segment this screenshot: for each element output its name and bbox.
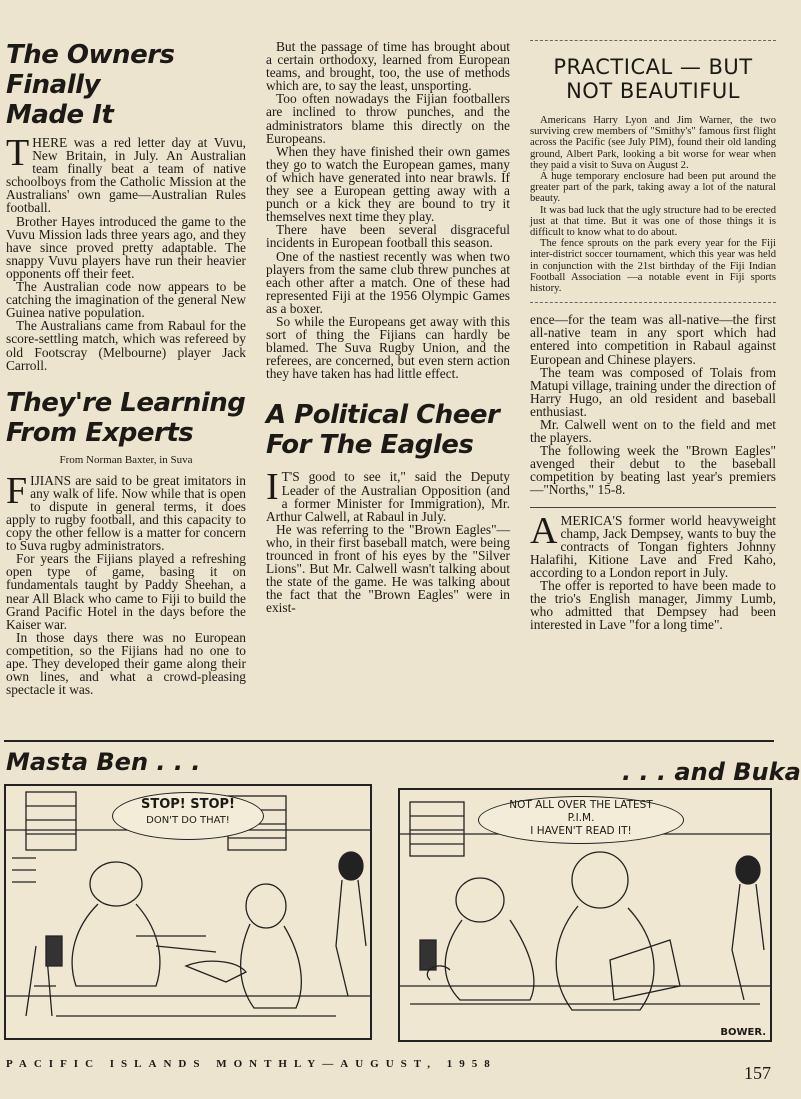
- article-paragraph: The Australian code now appears to be catching the imagination of the general New Guinea native population.: [6, 279, 246, 321]
- box-paragraph: A huge temporary enclosure had been put around the greater part of the park, taking away a lot of the natural beauty.: [530, 171, 776, 205]
- practical-title: PRACTICAL — BUT NOT BEAUTIFUL: [553, 55, 753, 103]
- article-paragraph: The Australians came from Rabaul for the score-settling match, which was refereed by old Footscray (Melbourne) player Jack Carroll.: [6, 318, 246, 373]
- box-paragraph: It was bad luck that the ugly structure had to be erected just at that time. But it was one of those things it is difficult to know what to do about.: [530, 204, 776, 239]
- article-paragraph: But the passage of time has brought about a certain orthodoxy, learned from European teams, and brought, too, the use of methods which are, to say the least, unsporting.: [266, 39, 510, 94]
- article-paragraph: He was referring to the "Brown Eagles"—who, in their first baseball match, were being trounced in front of his eyes by the "Silver Lions". But Mr. Calwell wasn't talking about the state of the game. He was talking about the fact that the "Brown Eagles" were in exist-: [266, 521, 510, 616]
- article-paragraph: There have been several disgraceful incidents in European football this season.: [266, 222, 510, 251]
- column-middle: [266, 40, 510, 614]
- article-paragraph: IJIANS are said to be great imitators in any walk of life. Now while that is open to dispute in general terms, it does apply to rugby football, and this capacity to copy the other fellow is a matter for concern to Suva rugby administrators.: [6, 472, 246, 554]
- cartoon-title-right: . . . and Buka: [622, 758, 801, 786]
- section-divider: [4, 740, 774, 742]
- cartoon-panel-left: [4, 784, 372, 1040]
- page-number: 157: [744, 1063, 771, 1083]
- cartoon-title-left: Masta Ben . . .: [6, 748, 201, 776]
- footer-masthead: PACIFIC ISLANDS MONTHLY—AUGUST, 1958: [6, 1058, 497, 1070]
- column-right: [530, 40, 776, 631]
- article-paragraph: HERE was a red letter day at Vuvu, New Britain, in July. An Australian team finally beat a team of native schoolboys from the Catholic Mission at the Australians' own game—Australian Rules football.: [6, 135, 246, 216]
- dropcap-i: I: [266, 466, 279, 509]
- article-paragraph: So while the Europeans get away with this sort of thing the Fijians can hardly be blamed. The Suva Rugby Union, and the referees, are concerned, but even stern action they have taken has had little effect.: [266, 313, 510, 382]
- practical-box: [530, 40, 776, 303]
- article-paragraph: MERICA'S former world heavyweight champ, Jack Dempsey, wants to buy the contracts of Tongan fighters Johnny Halafihi, Kitione Lave and Fred Kaho, according to a London report in July.: [530, 512, 776, 580]
- dropcap-f: F: [6, 469, 28, 512]
- dropcap-a: A: [530, 509, 558, 552]
- article-paragraph: The team was composed of Tolais from Matupi village, training under the direction of Harry Hugo, an old resident and baseball enthusiast.: [530, 364, 776, 419]
- headline-learning: They're Learning From Experts: [6, 387, 246, 448]
- box-paragraph: The fence sprouts on the park every year for the Fiji inter-district soccer tournament, which this year was held in conjunction with the 21st birthday of the Fiji Indian Football Association —a notable event in Fiji sports history.: [530, 238, 776, 295]
- dropcap-t: T: [6, 132, 30, 174]
- speech-bubble-right: NOT ALL OVER THE LATEST P.I.M. I HAVEN'T READ IT!: [478, 796, 684, 844]
- article-paragraph: For years the Fijians played a refreshing open type of game, basing it on fundamentals taught by Paddy Sheehan, a near All Black who came to Fiji to build the Grand Pacific Hotel in the days before the Kaiser war.: [6, 551, 246, 632]
- article-paragraph: When they have finished their own games they go to watch the European games, many of which have generated into near brawls. If they see a European getting away with a punch or a kick they are bound to try it themselves next time they play.: [266, 143, 510, 225]
- article-paragraph: Mr. Calwell went on to the field and met the players.: [530, 417, 776, 446]
- article-paragraph: Too often nowadays the Fijian footballers are inclined to throw punches, and the administrators blame this directly on the Europeans.: [266, 91, 510, 146]
- article-paragraph: ence—for the team was all-native—the first all-native team in any sport which had entered into competition in Rabaul against European and Chinese players.: [530, 312, 776, 367]
- headline-owners: The Owners Finally Made It: [6, 40, 175, 130]
- column-left: [6, 40, 246, 696]
- headline-cheer: A Political Cheer For The Eagles: [266, 400, 500, 461]
- article-paragraph: In those days there was no European competition, so the Fijians had no one to ape. They developed their game along their own lines, and what a crowd-pleasing spectacle it was.: [6, 629, 246, 698]
- article-paragraph: Brother Hayes introduced the game to the Vuvu Mission lads three years ago, and they have since proved pretty adaptable. The snappy Vuvu players have run their heavier opponents off their feet.: [6, 213, 246, 281]
- box-paragraph: Americans Harry Lyon and Jim Warner, the two surviving crew members of "Smithy's" famous first flight across the Pacific (see July PIM), found their old landing ground, Albert Park, looking a bit worse for wear when they paid a visit to Suva on August 2.: [530, 115, 776, 171]
- article-paragraph: The offer is reported to have been made to the trio's English manager, Jimmy Lumb, who admitted that Dempsey had been interested in Lave "for a long time".: [530, 578, 776, 633]
- cartoon-panel-right: [398, 788, 772, 1042]
- article-paragraph: One of the nastiest recently was when two players from the same club threw punches at each other after a match. One of these had represented Fiji at the 1956 Olympic Games as a boxer.: [266, 248, 510, 316]
- byline: From Norman Baxter, in Suva: [59, 453, 193, 466]
- artist-signature: BOWER.: [720, 1027, 766, 1038]
- speech-bubble-left: STOP! STOP! DON'T DO THAT!: [112, 792, 264, 840]
- article-paragraph: The following week the "Brown Eagles" avenged their debut to the baseball competition by beating last year's premiers—"Norths," 15-8.: [530, 443, 776, 498]
- article-paragraph: T'S good to see it," said the Deputy Leader of the Australian Opposition (and a former Minister for Immigration), Mr. Arthur Calwell, at Rabaul in July.: [266, 469, 510, 524]
